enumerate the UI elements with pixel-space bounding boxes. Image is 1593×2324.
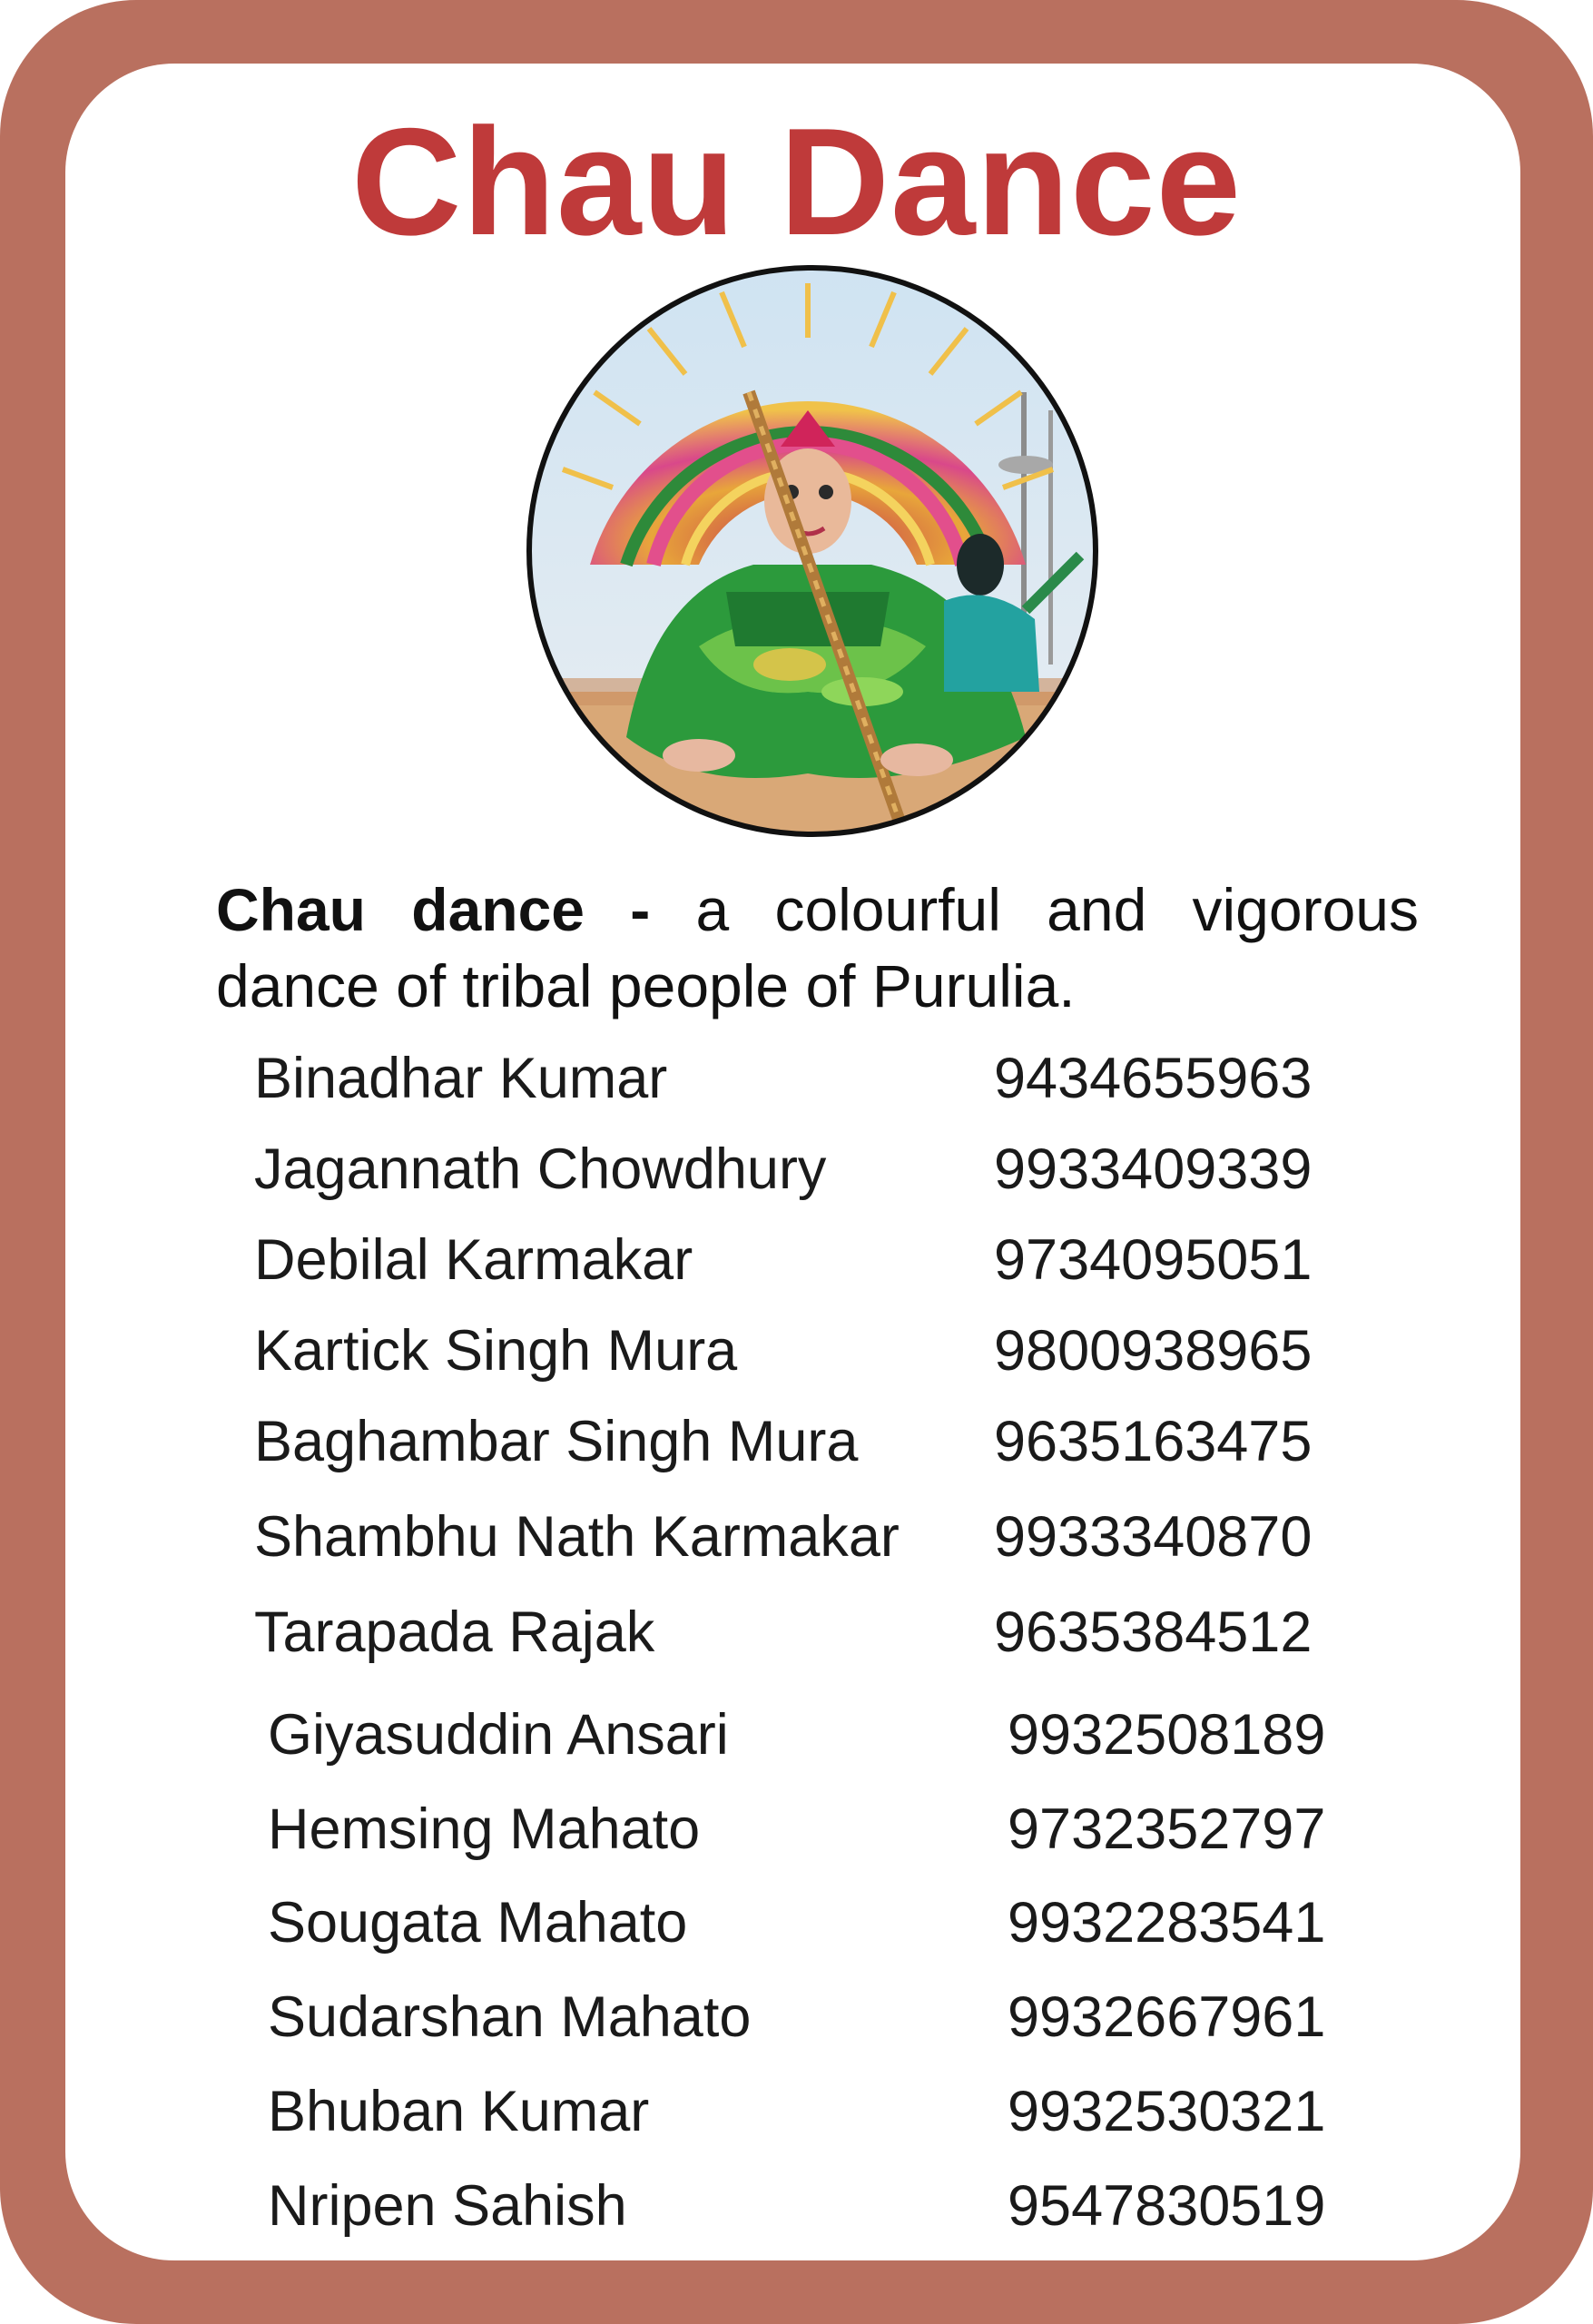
contact-phone: 9734095051 — [994, 1228, 1313, 1292]
contact-name: Hemsing Mahato — [268, 1797, 701, 1861]
contact-name: Kartick Singh Mura — [254, 1319, 738, 1383]
contact-name: Sudarshan Mahato — [268, 1985, 752, 2049]
contact-name: Jagannath Chowdhury — [254, 1137, 827, 1201]
contact-phone: 9932667961 — [1008, 1985, 1326, 2049]
contact-name: Bhuban Kumar — [268, 2080, 650, 2143]
contact-name: Debilal Karmakar — [254, 1228, 693, 1292]
contact-name: Nripen Sahish — [268, 2174, 627, 2238]
contact-phone: 9932283541 — [1008, 1891, 1326, 1955]
contact-phone: 9932508189 — [1008, 1703, 1326, 1767]
chau-dancer-photo — [517, 265, 1107, 837]
contact-name: Tarapada Rajak — [254, 1600, 655, 1664]
contact-name: Binadhar Kumar — [254, 1047, 668, 1110]
contact-phone: 9434655963 — [994, 1047, 1313, 1110]
contact-phone: 9800938965 — [994, 1319, 1313, 1383]
page-title: Chau Dance — [351, 96, 1242, 267]
contact-phone: 9933409339 — [994, 1137, 1313, 1201]
contact-phone: 9635163475 — [994, 1410, 1313, 1473]
description-lead: Chau dance - — [216, 876, 651, 943]
contact-phone: 9732352797 — [1008, 1797, 1326, 1861]
description — [216, 872, 1419, 1024]
contact-phone: 9547830519 — [1008, 2174, 1326, 2238]
contact-name: Shambhu Nath Karmakar — [254, 1505, 900, 1569]
description-text: a colourful and vigorous dance of tribal people of Purulia. — [216, 876, 1419, 1019]
contact-phone: 9933340870 — [994, 1505, 1313, 1569]
contact-phone: 9932530321 — [1008, 2080, 1326, 2143]
contact-name: Sougata Mahato — [268, 1891, 688, 1955]
contact-name: Giyasuddin Ansari — [268, 1703, 729, 1767]
contact-name: Baghambar Singh Mura — [254, 1410, 859, 1473]
contact-phone: 9635384512 — [994, 1600, 1313, 1664]
